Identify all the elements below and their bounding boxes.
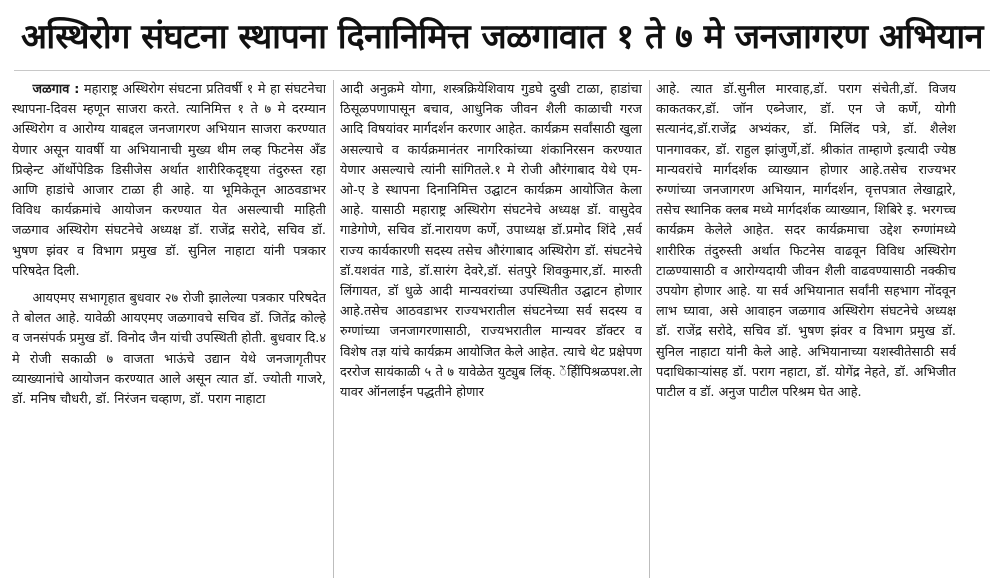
paragraph-text: महाराष्ट्र अस्थिरोग संघटना प्रतिवर्षी १ मे हा संघटनेचा स्थापना-दिवस म्हणून साजरा करते. त्यानिमित्त १ ते ७ मे दरम्यान अस्थिरोग व आरोग्य याबद्दल जनजागरण अभियान साजरा करण्यात येणार असून यावर्षी या अभियानाची मुख्य थीम लव्ह फिटनेस अँड प्रिव्हेन्ट ऑर्थोपेडिक डिसीजेस अर्थात शारीरिकदृष्ट्या तंदुरुस्त रहा आणि हाडांचे आजार टाळा ही आहे. या भूमिकेतून आठवडाभर विविध कार्यक्रमांचे आयोजन करण्यात येत असल्याची माहिती जळगाव अस्थिरोग संघटनेचे अध्यक्ष डॉ. राजेंद्र सरोदे, सचिव डॉ. भुषण झंवर व विभाग प्रमुख डॉ. सुनिल नाहाटा यांनी पत्रकार परिषदेत दिली. bbox=[12, 82, 326, 279]
article-paragraph bbox=[12, 80, 326, 282]
article-paragraph: आदी अनुक्रमे योगा, शस्त्रक्रियेशिवाय गुडघे दुखी टाळा, हाडांचा ठिसूळपणापासून बचाव, आधुनिक जीवन शैली काळाची गरज आदि विषयांवर मार्गदर्शन करणार आहेत. कार्यक्रम सर्वांसाठी खुला असल्याचे व कार्यक्रमानंतर नागरिकांच्या शंकानिरसन करण्यात येणार असल्याचे त्यांनी सांगितले.१ मे रोजी औरंगाबाद येथे एम-ओ-ए डे स्थापना दिनानिमित्त उद्घाटन कार्यक्रम आयोजित केला आहे. यासाठी महाराष्ट्र अस्थिरोग संघटनेचे अध्यक्ष डॉ. वासुदेव गाडेगोणे, सचिव डॉ.नारायण कर्णे, उपाध्यक्ष डॉ.प्रमोद शिंदे ,सर्व राज्य कार्यकारणी सदस्य तसेच औरंगाबाद अस्थिरोग डॉ. संघटनेचे डॉ.यशवंत गाडे, डॉ.सारंग देवरे,डॉ. संतपुरे शिवकुमार,डॉ. मारुती लिंगायत, डॉ धुळे आदी मान्यवरांच्या उपस्थितीत उद्घाटन होणार आहे.तसेच आठवडाभर राज्यभरातील संघटनेच्या सर्व सदस्य व रुग्णांच्या जनजागरणासाठी, राज्यभरातील मान्यवर डॉक्टर व विशेष तज्ञ यांचे कार्यक्रम आयोजित केले आहेत. त्याचे थेट प्रक्षेपण दररोज सायंकाळी ५ ते ७ यावेळेत युट्युब लिंक्‌. ेंहिींपिश्रळपश.लेा यावर ऑनलाईन पद्धतीने होणार bbox=[340, 82, 642, 401]
article-paragraph: आहे. त्यात डॉ.सुनील मारवाह,डॉ. पराग संचेती,डॉ. विजय काकतकर,डॉ. जॉन एब्नेजार, डॉ. एन जे कर्णे, योगी सत्यानंद,डॉ.राजेंद्र अभ्यंकर, डॉ. मिलिंद पत्रे, डॉ. शैलेश पानगावकर, डॉ. राहुल झांजुर्णे,डॉ. श्रीकांत ताम्हाणे इत्यादी ज्येष्ठ मान्यवरांचे मार्गदर्शक व्याख्यान होणार आहे.तसेच राज्यभर रुग्णांच्या जनजागरण अभियान, मार्गदर्शन, वृत्तपत्रात लेखाद्वारे, तसेच स्थानिक क्लब मध्ये मार्गदर्शक व्याख्यान, शिबिरे इ. भरगच्च कार्यक्रम केलेले आहेत. सदर कार्यक्रमाचा उद्देश रुग्णांमध्ये शारीरिक तंदुरुस्ती अर्थात फिटनेस वाढवून विविध अस्थिरोग टाळण्यासाठी व आरोग्यदायी जीवन शैली वाढवण्यासाठी नक्कीच उपयोग होणार आहे. या सर्व अभियानात सर्वांनी सहभाग नोंदवून लाभ घ्यावा, असे आवाहन जळगाव अस्थिरोग संघटनेचे अध्यक्ष डॉ. राजेंद्र सरोदे, सचिव डॉ. भुषण झंवर व विभाग प्रमुख डॉ. सुनिल नाहाटा यांनी केले आहे. अभियानाच्या यशस्वीतेसाठी सर्व पदाधिकाऱ्यांसह डॉ. पराग नहाटा, डॉ. योगेंद्र नेहते, डॉ. अभिजीत पाटील व डॉ. अनुज पाटील परिश्रम घेत आहे. bbox=[656, 82, 956, 401]
column-divider bbox=[333, 80, 334, 578]
column-divider bbox=[649, 80, 650, 578]
article-column-1 bbox=[12, 80, 326, 580]
article-column-3 bbox=[656, 80, 956, 580]
article-column-2 bbox=[340, 80, 642, 580]
article-paragraph: आयएमए सभागृहात बुधवार २७ रोजी झालेल्या पत्रकार परिषदेत ते बोलत आहे. यावेळी आयएमए जळगावचे सचिव डॉ. जितेंद्र कोल्हे व जनसंपर्क प्रमुख डॉ. विनोद जैन यांची उपस्थिती होती. बुधवार दि.४ मे रोजी सकाळी ७ वाजता भाऊंचे उद्यान येथे जनजागृतीपर व्याख्यानांचे आयोजन करण्यात आले असून त्यात डॉ. ज्योती गाजरे, डॉ. मनिष चौधरी, डॉ. निरंजन चव्हाण, डॉ. पराग नाहाटा bbox=[12, 291, 326, 408]
dateline: जळगाव : bbox=[32, 82, 80, 97]
headline-rule bbox=[14, 70, 990, 71]
headline: अस्थिरोग संघटना स्थापना दिनानिमित्त जळगावात १ ते ७ मे जनजागरण अभियान bbox=[20, 17, 984, 57]
